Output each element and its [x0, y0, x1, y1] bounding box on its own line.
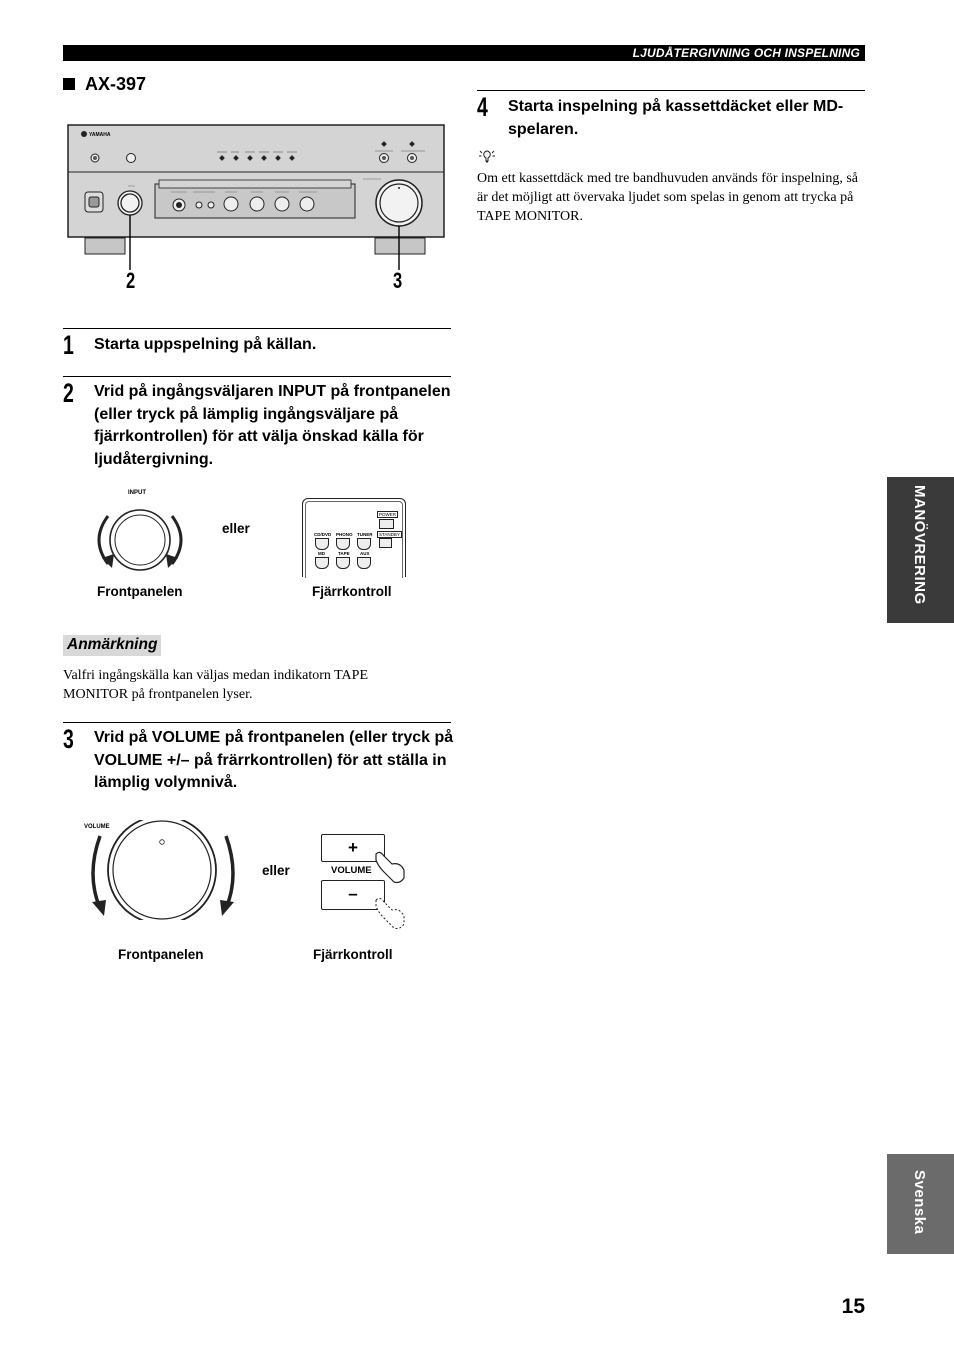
pointing-hand-icon — [370, 848, 410, 930]
volume-remote-caption: Fjärrkontroll — [313, 947, 393, 962]
step-1-rule — [63, 328, 451, 329]
section-tab[interactable] — [887, 477, 954, 623]
step-3-text: Vrid på VOLUME på frontpanelen (eller tryck på VOLUME +/– på frärrkontrollen) för att ställa in lämplig volymnivå. — [94, 729, 454, 791]
remote-button-tuner[interactable] — [357, 538, 371, 550]
step-2-rule — [63, 376, 451, 377]
page-number: 15 — [841, 1295, 865, 1318]
input-knob-figure — [88, 498, 196, 582]
remote-button-cddvd[interactable] — [315, 538, 329, 550]
model-heading — [63, 74, 146, 95]
volume-button-label: VOLUME — [331, 865, 372, 876]
input-remote-caption: Fjärrkontroll — [312, 584, 392, 599]
remote-label-tuner: TUNER — [357, 532, 373, 537]
headphone-jack — [127, 154, 136, 163]
remote-label-cddvd: CD/DVD — [314, 532, 332, 537]
volume-minus-button[interactable]: – — [321, 880, 385, 910]
brand-logo-text: YAMAHA — [89, 132, 111, 138]
remote-button-aux[interactable] — [357, 557, 371, 569]
remote-label-tape: TAPE — [338, 551, 350, 556]
step-4-text: Starta inspelning på kassettdäcket eller MD-spelaren. — [508, 98, 844, 138]
volume-knob-label: VOLUME — [84, 824, 110, 830]
remote-label-md: MD — [318, 551, 325, 556]
step-4-number: 4 — [477, 92, 488, 122]
remote-standby-button[interactable] — [379, 538, 392, 548]
right-foot — [375, 238, 425, 254]
volume-knob — [376, 180, 422, 226]
step-2-number: 2 — [63, 378, 74, 408]
header-bar — [63, 45, 865, 61]
rotate-left-arrow — [93, 836, 100, 908]
step-2-text: Vrid på ingångsväljaren INPUT på frontpanelen (eller tryck på lämplig ingångsväljare på fjärrkontrollen) för att välja önskad källa för ljudåtergivning. — [94, 383, 451, 468]
remote-button-phono[interactable] — [336, 538, 350, 550]
input-knob-label: INPUT — [128, 490, 146, 496]
volume-or-text: eller — [262, 863, 290, 878]
remote-button-tape[interactable] — [336, 557, 350, 569]
remote-power-button[interactable] — [379, 519, 394, 529]
callout-2: 2 — [126, 268, 136, 293]
model-title: AX-397 — [85, 74, 147, 94]
step-4-rule — [477, 90, 865, 91]
remote-input-figure — [302, 498, 406, 577]
tip-text: Om ett kassettdäck med tre bandhuvuden används för inspelning, så är det möjligt att övervaka ljudet som spelas in genom att trycka på TAPE MONITOR. — [477, 171, 859, 224]
step-1-number: 1 — [63, 330, 74, 360]
note-label: Anmärkning — [63, 635, 161, 656]
volume-plus-button[interactable]: + — [321, 834, 385, 862]
remote-power-label: POWER — [379, 512, 397, 517]
step-3-rule — [63, 722, 451, 723]
section-title: LJUDÅTERGIVNING OCH INSPELNING — [632, 46, 860, 60]
language-tab-label: Svenska — [911, 1170, 928, 1235]
section-tab-label: MANÖVRERING — [911, 485, 928, 605]
input-or-text: eller — [222, 521, 250, 536]
volume-front-caption: Frontpanelen — [118, 947, 204, 962]
rotate-right-arrow — [226, 836, 233, 908]
remote-label-aux: AUX — [360, 551, 370, 556]
remote-button-md[interactable] — [315, 557, 329, 569]
step-1-text: Starta uppspelning på källan. — [94, 336, 317, 353]
language-tab[interactable] — [887, 1154, 954, 1254]
remote-label-phono: PHONO — [336, 532, 353, 537]
callout-3: 3 — [393, 268, 403, 293]
remote-standby-label: STANDBY — [379, 532, 400, 537]
volume-knob-figure — [86, 820, 246, 920]
tip-lightbulb-icon — [477, 149, 497, 165]
step-3-number: 3 — [63, 724, 74, 754]
left-foot — [85, 238, 125, 254]
note-text: Valfri ingångskälla kan väljas medan indikatorn TAPE MONITOR på frontpanelen lyser. — [63, 668, 368, 702]
square-bullet-icon — [63, 78, 75, 90]
input-front-caption: Frontpanelen — [97, 584, 183, 599]
